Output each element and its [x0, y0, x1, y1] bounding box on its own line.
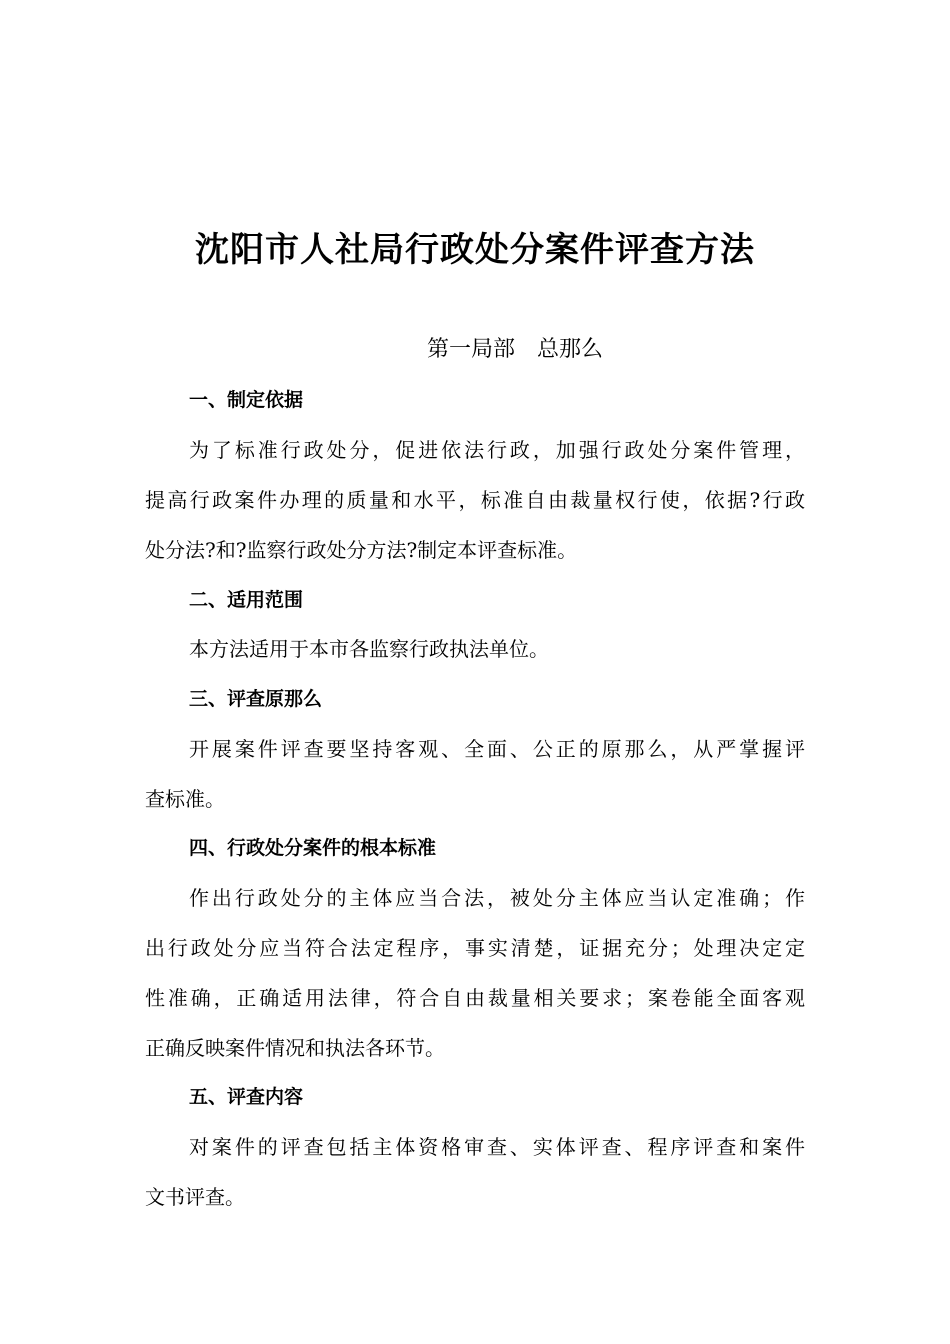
paragraph-line: 为了标准行政处分，促进依法行政，加强行政处分案件管理， [189, 438, 805, 462]
paragraph-line: 性准确，正确适用法律，符合自由裁量相关要求；案卷能全面客观 [145, 986, 805, 1010]
paragraph-line: 本方法适用于本市各监察行政执法单位。 [189, 637, 549, 661]
paragraph-line: 提高行政案件办理的质量和水平，标准自由裁量权行使，依据?行政 [145, 488, 805, 512]
section-heading-standards: 四、行政处分案件的根本标准 [189, 837, 437, 859]
section-heading-principles: 三、评查原那么 [189, 688, 323, 710]
paragraph-line: 文书评查。 [145, 1185, 245, 1209]
chapter-heading: 第一局部 总那么 [426, 337, 603, 362]
paragraph-line: 开展案件评查要坚持客观、全面、公正的原那么，从严掌握评 [189, 737, 805, 761]
paragraph-line: 查标准。 [145, 787, 225, 811]
paragraph-line: 正确反映案件情况和执法各环节。 [145, 1036, 445, 1060]
paragraph-line: 作出行政处分的主体应当合法，被处分主体应当认定准确；作 [189, 886, 805, 910]
section-heading-basis: 一、制定依据 [189, 389, 304, 411]
paragraph-line: 出行政处分应当符合法定程序，事实清楚，证据充分；处理决定定 [145, 936, 805, 960]
section-heading-scope: 二、适用范围 [189, 589, 304, 611]
document-title: 沈阳市人社局行政处分案件评查方法 [195, 230, 755, 270]
paragraph-line: 对案件的评查包括主体资格审查、实体评查、程序评查和案件 [189, 1135, 805, 1159]
paragraph-line: 处分法?和?监察行政处分方法?制定本评查标准。 [145, 538, 578, 562]
section-heading-content: 五、评查内容 [189, 1086, 304, 1108]
